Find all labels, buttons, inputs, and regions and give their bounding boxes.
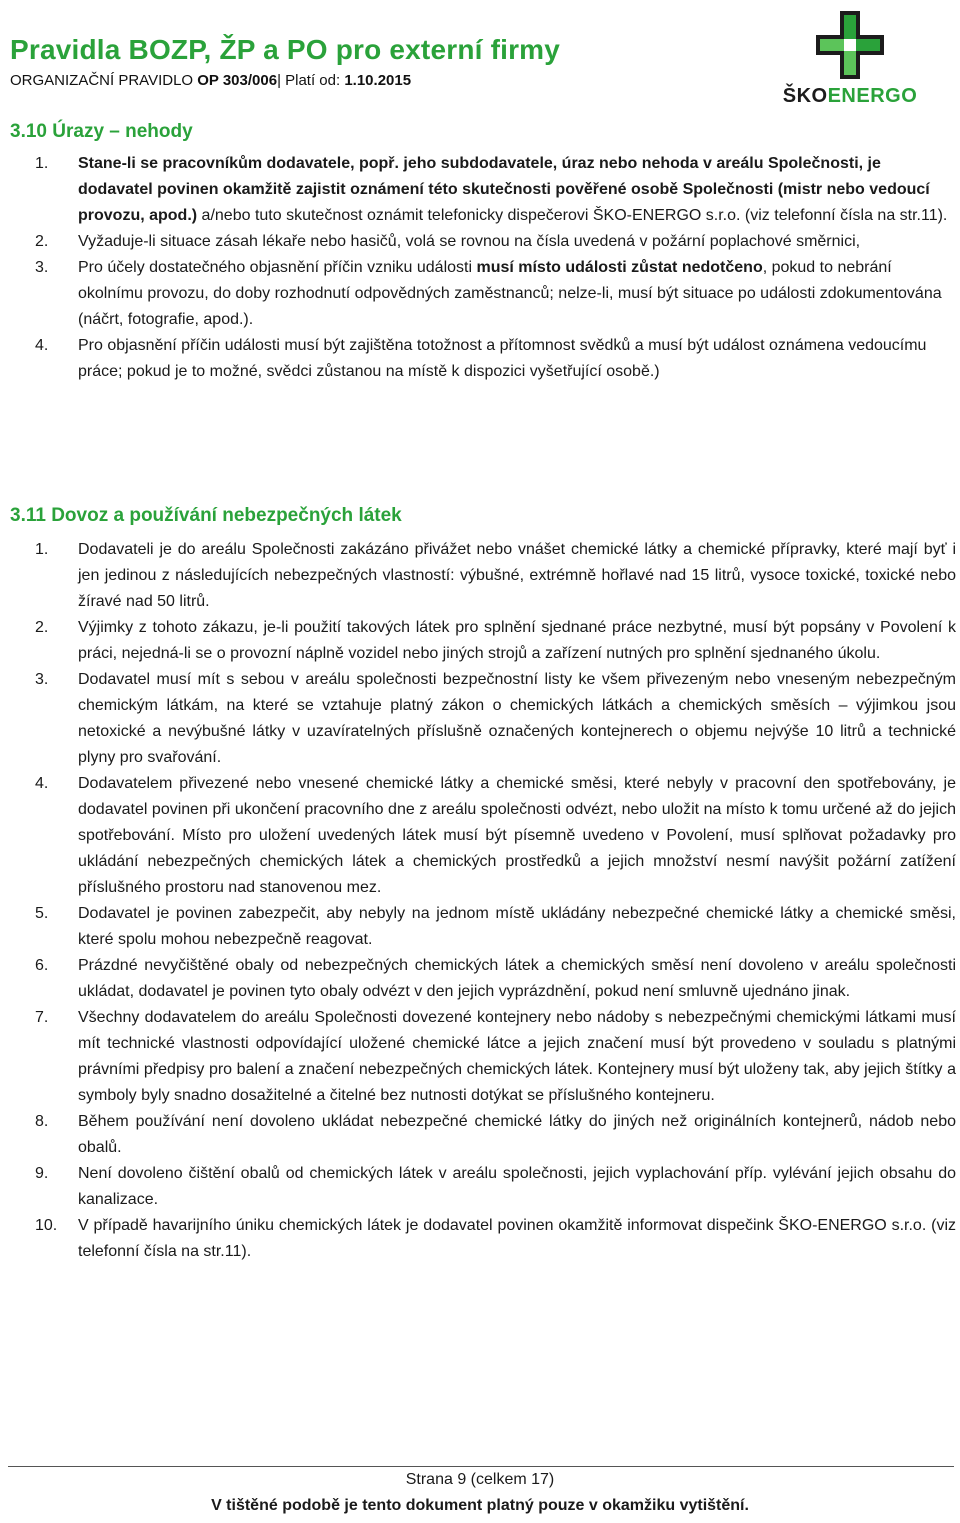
item-number: 2.: [35, 233, 49, 250]
list-item: [0, 151, 960, 229]
item-number: 4.: [35, 337, 49, 354]
valid-from-label: | Platí od:: [277, 72, 345, 89]
item-number: 4.: [35, 775, 49, 792]
list-item: [0, 1109, 960, 1161]
list-item: [0, 667, 960, 771]
item-text: Pro účely dostatečného objasnění příčin vzniku události musí místo události zůstat nedotčeno, pokud to nebrání okolnímu provozu, do doby rozhodnutí odpovědných zaměstnanců; nelze-li, musí být situace po události zdokumentována (náčrt, fotografie, apod.).: [78, 259, 942, 328]
list-item: [0, 229, 960, 255]
item-number: 5.: [35, 905, 49, 922]
item-text: Vyžaduje-li situace zásah lékaře nebo hasičů, volá se rovnou na čísla uvedená v požární poplachové směrnici,: [78, 233, 861, 250]
document-subtitle: [10, 72, 411, 89]
list-item: [0, 1213, 960, 1265]
list-item: [0, 953, 960, 1005]
print-validity-note: V tištěné podobě je tento dokument platný pouze v okamžiku vytištění.: [211, 1497, 749, 1514]
item-number: 1.: [35, 155, 49, 172]
logo-wordmark: ŠKOENERGO: [782, 85, 918, 107]
item-number: 3.: [35, 259, 49, 276]
item-text: V případě havarijního úniku chemických látek je dodavatel povinen okamžitě informovat dispečink ŠKO-ENERGO s.r.o. (viz telefonní čísla na str.11).: [78, 1217, 956, 1260]
list-section-3-11: [0, 537, 960, 1265]
document-title: Pravidla BOZP, ŽP a PO pro externí firmy: [10, 34, 561, 65]
item-text: Není dovoleno čištění obalů od chemických látek v areálu společnosti, jejich vyplachování příp. vylévání jejich obsahu do kanalizace.: [78, 1165, 956, 1208]
list-item: [0, 1005, 960, 1109]
item-number: 6.: [35, 957, 49, 974]
item-text: Prázdné nevyčištěné obaly od nebezpečných chemických látek a chemických směsí není dovoleno v areálu společnosti ukládat, dodavatel je povinen tyto obaly odvézt v den jejich vyprázdnění, pokud není smluvně ujednáno jinak.: [78, 957, 956, 1000]
item-text: Dodavateli je do areálu Společnosti zakázáno přivážet nebo vnášet chemické látky a chemické přípravky, které mají byť i jen jedinou z následujících nebezpečných vlastností: výbušné, extrémně hořlavé nad 15 litrů, vysoce toxické, toxické nebo žíravé nad 50 litrů.: [78, 541, 956, 610]
section-title-3-11: 3.11 Dovoz a používání nebezpečných látek: [10, 505, 402, 526]
section-title-3-10: 3.10 Úrazy – nehody: [10, 121, 193, 142]
item-number: 9.: [35, 1165, 49, 1182]
item-text: Dodavatelem přivezené nebo vnesené chemické látky a chemické směsi, které nebyly v pracovní den spotřebovány, je dodavatel povinen při ukončení pracovního dne z areálu společnosti odvézt, nebo uložit na místo k tomu určené až do jejich spotřebování. Místo pro uložení uvedených látek musí být písemně uvedeno v Povolení, musí splňovat požadavky pro ukládání nebezpečných chemických látek a chemických prostředků a jejich množství nesmí navýšit požární zatížení příslušného prostoru nad stanovenou mez.: [78, 775, 956, 896]
rule-label: ORGANIZAČNÍ PRAVIDLO: [10, 72, 198, 89]
list-item: [0, 901, 960, 953]
item-text: Během používání není dovoleno ukládat nebezpečné chemické látky do jiných než originálních kontejnerů, nádob nebo obalů.: [78, 1113, 956, 1156]
item-number: 8.: [35, 1113, 49, 1130]
skoenergo-logo: [770, 5, 930, 108]
item-number: 7.: [35, 1009, 49, 1026]
item-text: Dodavatel je povinen zabezpečit, aby nebyly na jednom místě ukládány nebezpečné chemické látky a chemické směsi, které spolu mohou nebezpečně reagovat.: [78, 905, 956, 948]
list-item: [0, 255, 960, 333]
item-number: 2.: [35, 619, 49, 636]
list-item: [0, 615, 960, 667]
item-text: Výjimky z tohoto zákazu, je-li použití takových látek pro splnění sjednané práce nezbytné, musí být popsány v Povolení k práci, nejedná-li se o provozní náplně vozidel nebo jiných strojů a zařízení nutných pro splnění sjednaného úkolu.: [78, 619, 956, 662]
list-item: [0, 333, 960, 385]
page-number: Strana 9 (celkem 17): [405, 1471, 555, 1488]
list-section-3-10: [0, 151, 960, 385]
logo-cross-icon: [770, 5, 930, 85]
item-text: Dodavatel musí mít s sebou v areálu společnosti bezpečnostní listy ke všem přivezeným nebo vneseným nebezpečným chemickým látkám, na které se vztahuje platný zákon o chemických látkách a chemických směsích – výjimkou jsou netoxické a nevýbušné látky v uzavíratelných příslušně označených kontejnerech o objemu nejvýše 10 litrů a technické plyny pro svařování.: [78, 671, 956, 766]
item-number: 1.: [35, 541, 49, 558]
list-item: [0, 1161, 960, 1213]
footer-divider: [8, 1466, 954, 1467]
list-item: [0, 537, 960, 615]
item-number: 3.: [35, 671, 49, 688]
item-text: Pro objasnění příčin události musí být zajištěna totožnost a přítomnost svědků a musí být událost oznámena vedoucímu práce; pokud je to možné, svědci zůstanou na místě k dispozici vyšetřující osobě.): [78, 337, 927, 380]
rule-code: OP 303/006: [197, 72, 278, 89]
list-item: [0, 771, 960, 901]
valid-from-date: 1.10.2015: [344, 72, 412, 89]
item-text: Všechny dodavatelem do areálu Společnosti dovezené kontejnery nebo nádoby s nebezpečnými chemickými látkami musí mít technické vlastnosti odpovídající uložené chemické látce a jejich značení musí být provedeno v souladu s platnými právními předpisy pro balení a značení nebezpečných chemických látek. Kontejnery musí být uloženy tak, aby jejich štítky a symboly byly snadno dosažitelné a čitelné bez nutnosti dotýkat se příslušného kontejneru.: [78, 1009, 956, 1104]
item-number: 10.: [35, 1217, 58, 1234]
item-text: Stane-li se pracovníkům dodavatele, popř. jeho subdodavatele, úraz nebo nehoda v areálu Společnosti, je dodavatel povinen okamžitě zajistit oznámení této skutečnosti pověřené osobě Společnosti (mistr nebo vedoucí provozu, apod.) a/nebo tuto skutečnost oznámit telefonicky dispečerovi ŠKO-ENERGO s.r.o. (viz telefonní čísla na str.11).: [78, 155, 948, 224]
